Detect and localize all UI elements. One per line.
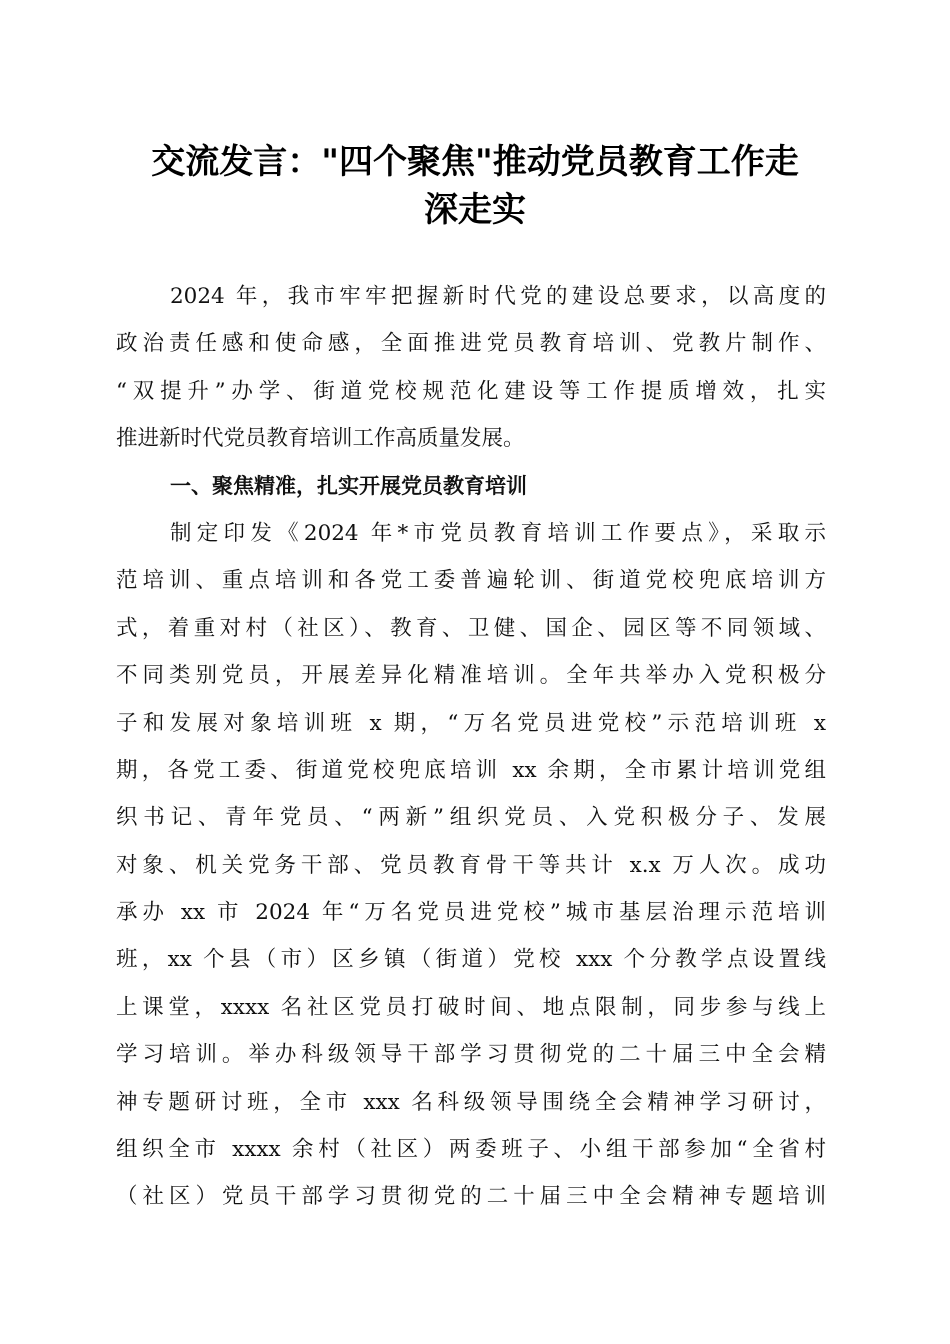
section-heading: 一、聚焦精准，扎实开展党员教育培训 <box>170 473 527 498</box>
paragraph-line: 织书记、青年党员、“两新”组织党员、入党积极分子、发展 <box>116 805 826 831</box>
paragraph-line: 制定印发《2024 年*市党员教育培训工作要点》，采取示 <box>170 520 826 546</box>
paragraph-line: 子和发展对象培训班 x 期，“万名党员进党校”示范培训班 x <box>116 710 826 736</box>
paragraph-line: 组织全市 xxxx 余村（社区）两委班子、小组干部参加“全省村 <box>116 1137 826 1163</box>
title-line-2: 深走实 <box>424 190 526 230</box>
paragraph-line: 推进新时代党员教育培训工作高质量发展。 <box>116 426 525 452</box>
paragraph-line: 班，xx 个县（市）区乡镇（街道）党校 xxx 个分教学点设置线 <box>116 947 826 973</box>
paragraph-line: 神专题研讨班，全市 xxx 名科级领导围绕全会精神学习研讨， <box>116 1089 826 1115</box>
paragraph-line: （社区）党员干部学习贯彻党的二十届三中全会精神专题培训 <box>116 1184 826 1210</box>
paragraph-line: 不同类别党员，开展差异化精准培训。全年共举办入党积极分 <box>116 663 826 689</box>
paragraph-line: 期，各党工委、街道党校兜底培训 xx 余期，全市累计培训党组 <box>116 757 826 783</box>
paragraph-section1 <box>116 510 826 1221</box>
document-body <box>116 273 826 1221</box>
paragraph-intro <box>116 273 826 463</box>
paragraph-line: 上课堂，xxxx 名社区党员打破时间、地点限制，同步参与线上 <box>116 994 826 1020</box>
paragraph-line: 2024 年，我市牢牢把握新时代党的建设总要求，以高度的 <box>170 284 826 309</box>
paragraph-line: 范培训、重点培训和各党工委普遍轮训、街道党校兜底培训方 <box>116 568 826 594</box>
paragraph-line: “双提升”办学、街道党校规范化建设等工作提质增效，扎实 <box>116 378 826 404</box>
title-line-1: 交流发言："四个聚焦"推动党员教育工作走 <box>151 142 799 182</box>
paragraph-line: 对象、机关党务干部、党员教育骨干等共计 x.x 万人次。成功 <box>116 852 826 878</box>
paragraph-line: 式，着重对村（社区）、教育、卫健、国企、园区等不同领域、 <box>116 615 826 641</box>
document-title <box>100 138 850 234</box>
paragraph-line: 政治责任感和使命感，全面推进党员教育培训、党教片制作、 <box>116 331 826 357</box>
paragraph-line: 学习培训。举办科级领导干部学习贯彻党的二十届三中全会精 <box>116 1042 826 1068</box>
paragraph-line: 承办 xx 市 2024 年“万名党员进党校”城市基层治理示范培训 <box>116 900 826 926</box>
